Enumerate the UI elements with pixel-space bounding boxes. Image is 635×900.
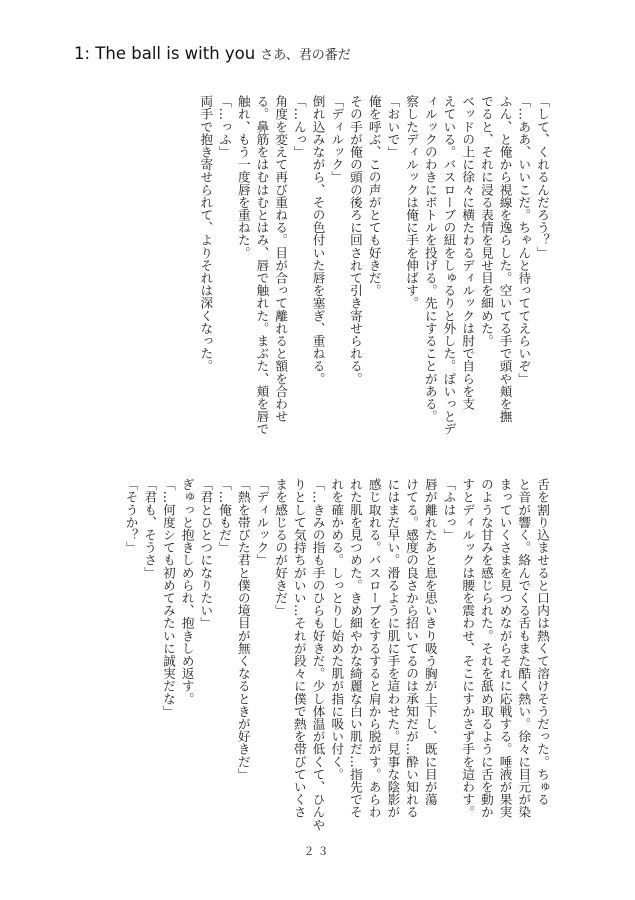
chapter-title-japanese: さあ、君の番だ: [260, 48, 351, 63]
text-line: 「ふはっ」: [441, 478, 457, 541]
text-line: 察したディルックは俺に手を伸ばす。: [404, 95, 420, 310]
text-line: 「君とひとつになりたい」: [198, 478, 214, 630]
text-line: 「して、くれるんだろう？」: [535, 95, 550, 259]
text-line: でると、それに浸る表情を見せ目を細めた。: [478, 95, 494, 347]
chapter-title: [74, 42, 351, 68]
page-number: ２３: [303, 845, 332, 858]
upper-text-block: [196, 95, 551, 450]
text-line: る。鼻筋をはむはむとはみ、唇で触れた。まぶた、頬を唇で: [254, 95, 270, 436]
text-line: れを確かめる。しっとりし始めた肌が指に吸い付く。: [329, 478, 345, 781]
text-line: ぎゅっと抱きしめられ、抱きしめ返す。: [179, 478, 195, 705]
text-line: と音が響く。絡んでくる舌もまた酷く熱い。徐々に目元が染: [516, 478, 532, 819]
text-line: その手が俺の頭の後ろに回されて引き寄せられる。: [347, 95, 363, 385]
lower-text-block: [121, 478, 551, 863]
text-line: 「熱を帯びた君と僕の境目が無くなるときが好きだ」: [235, 478, 251, 781]
text-line: りとして気持ちがいい…それが段々に僕で熱を帯びていくさ: [291, 478, 307, 819]
text-line: 「…きみの指も手のひらも好きだ。少し体温が低くて、ひんや: [310, 478, 326, 831]
text-line: けてる。感度の良さから招いてるのは承知だが…酔い知れる: [404, 478, 420, 819]
text-line: 「…ああ、いいこだ。ちゃんと待っててえらいぞ」: [516, 95, 532, 385]
text-line: 「ディルック」: [254, 478, 270, 567]
text-line: 「…何度シても初めてみたいに誠実だな」: [160, 478, 176, 718]
text-line: えている。バスローブの紐をしゅるりと外した。ぽいっとデ: [441, 95, 457, 436]
text-line: ィルックのわきにボトルを投げる。先にすることがある。: [422, 95, 438, 423]
text-line: 倒れ込みながら、その色付いた唇を塞ぎ、重ねる。: [310, 95, 326, 385]
text-line: 「君も、そうさ」: [142, 478, 158, 579]
text-line: 「そうか？」: [123, 478, 139, 554]
text-line: ふん、と俺から視線を逸らした。空いてる手で頭や頬を撫: [497, 95, 513, 423]
text-line: のような甘みを感じられた。それを舐め取るように舌を動か: [478, 478, 494, 819]
text-line: 唇が離れたあと息を思いきり吸う胸が上下し、既に目が蕩: [422, 478, 438, 806]
text-line: ベッドの上に徐々に横たわるディルックは肘で自らを支: [460, 95, 476, 410]
text-line: 「…んっ」: [291, 95, 307, 158]
text-line: まっていくさまを見つめながらそれに応戦する。唾液が果実: [497, 478, 513, 819]
text-line: 感じ取れる。バスローブをするすると肩から脱がす。あらわ: [366, 478, 382, 819]
text-line: 両手で抱き寄せられて、よりそれは深くなった。: [198, 95, 214, 373]
text-line: 角度を変えて再び重ねる。目が合って離れると額を合わせ: [273, 95, 289, 423]
text-line: 「…俺もだ」: [217, 478, 233, 554]
chapter-title-english: 1: The ball is with you: [74, 44, 256, 63]
text-line: 触れ、もう一度唇を重ねた。: [235, 95, 251, 259]
text-line: れた肌を見つめた。きめ細やかな綺麗な白い肌だ…指先でそ: [347, 478, 363, 819]
text-line: 舌を割り込ませると口内は熱くて溶けそうだった。ちゅる: [535, 478, 550, 806]
text-line: 俺を呼ぶ、この声がとても好きだ。: [366, 95, 382, 297]
text-line: 「…っふ」: [217, 95, 233, 158]
text-line: すとディルックは腰を震わせ、そこにすかさず手を這わす。: [460, 478, 476, 819]
text-line: まを感じるのが好きだ」: [273, 478, 289, 617]
text-line: 「ディルック」: [329, 95, 345, 184]
text-line: 「おいで」: [385, 95, 401, 158]
text-line: にはまだ早い。滑るように肌に手を這わせた。見事な陰影が: [385, 478, 401, 819]
